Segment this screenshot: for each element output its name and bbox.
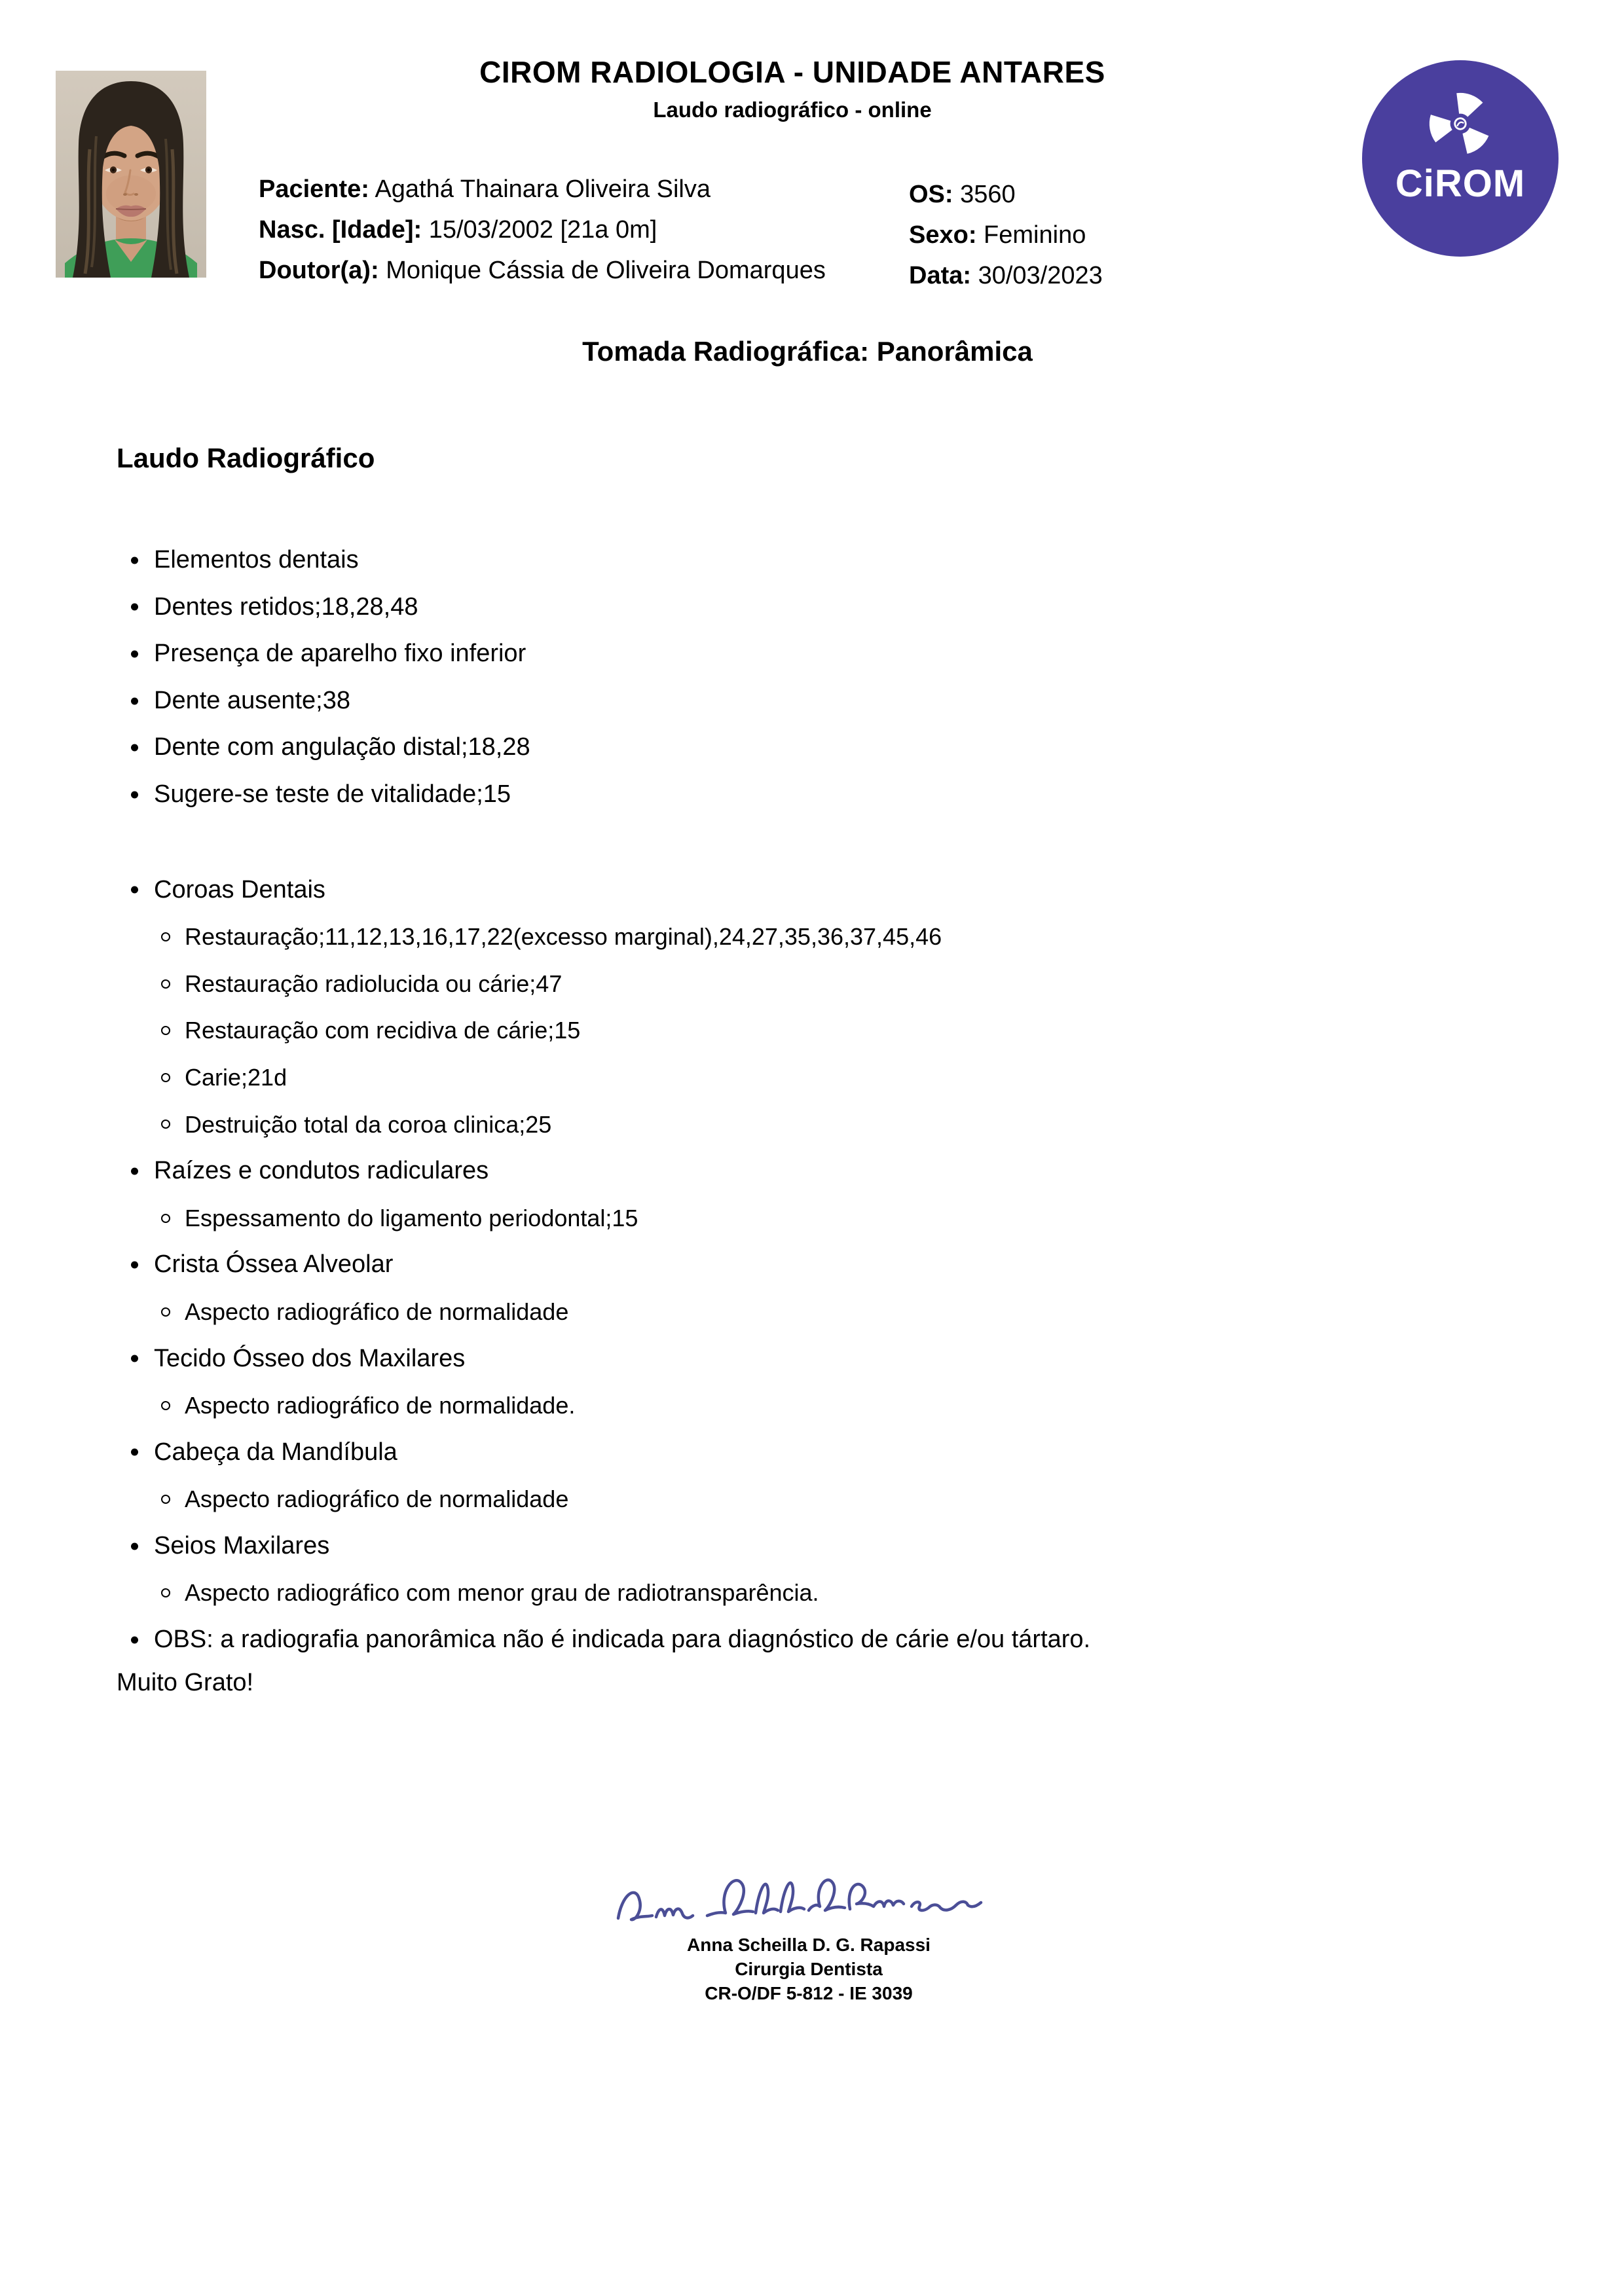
patient-birth-row [259, 210, 826, 250]
finding-item: Seios Maxilares [0, 1523, 1624, 1570]
finding-item: Dente ausente;38 [0, 678, 1624, 725]
finding-subitem: Carie;21d [0, 1054, 1624, 1101]
findings-list [0, 537, 1624, 1664]
signer-registry: CR-O/DF 5-812 - IE 3039 [705, 1983, 913, 2003]
finding-item: Cabeça da Mandíbula [0, 1429, 1624, 1476]
finding-item: Sugere-se teste de vitalidade;15 [0, 771, 1624, 818]
order-info [909, 174, 1103, 296]
clinic-logo [1362, 60, 1559, 257]
patient-info [259, 169, 826, 291]
patient-name-value: Agathá Thainara Oliveira Silva [375, 175, 711, 203]
order-sex-label: Sexo: [909, 221, 977, 249]
finding-subitem: Destruição total da coroa clinica;25 [0, 1101, 1624, 1148]
finding-item: Dente com angulação distal;18,28 [0, 724, 1624, 771]
order-date-value: 30/03/2023 [978, 262, 1103, 289]
finding-item: Tecido Ósseo dos Maxilares [0, 1336, 1624, 1383]
finding-subitem: Restauração;11,12,13,16,17,22(excesso marginal),24,27,35,36,37,45,46 [0, 913, 1624, 960]
finding-item: Presença de aparelho fixo inferior [0, 630, 1624, 678]
exam-title: Tomada Radiográfica: Panorâmica [582, 336, 1033, 367]
signature-image [609, 1861, 989, 1942]
order-date-label: Data: [909, 262, 972, 289]
patient-name-label: Paciente: [259, 175, 369, 203]
radiation-trefoil-icon [1422, 85, 1499, 162]
clinic-header [20, 55, 1565, 123]
signer-name: Anna Scheilla D. G. Rapassi [687, 1935, 931, 1955]
finding-item: Coroas Dentais [0, 867, 1624, 914]
finding-subitem: Espessamento do ligamento periodontal;15 [0, 1195, 1624, 1242]
patient-doctor-row [259, 250, 826, 291]
patient-birth-label: Nasc. [Idade]: [259, 216, 422, 244]
logo-wordmark: CiROM [1395, 162, 1526, 205]
signature-block [612, 1933, 1005, 2005]
finding-item: Dentes retidos;18,28,48 [0, 584, 1624, 631]
order-sex-row [909, 215, 1103, 255]
order-sex-value: Feminino [984, 221, 1086, 249]
finding-subitem: Aspecto radiográfico de normalidade [0, 1288, 1624, 1336]
patient-birth-value: 15/03/2002 [21a 0m] [428, 216, 657, 244]
signer-title: Cirurgia Dentista [735, 1959, 883, 1979]
finding-subitem: Aspecto radiográfico com menor grau de radiotransparência. [0, 1569, 1624, 1616]
order-os-label: OS: [909, 181, 953, 208]
clinic-subtitle: Laudo radiográfico - online [653, 98, 932, 122]
finding-subitem: Aspecto radiográfico de normalidade. [0, 1382, 1624, 1429]
patient-doctor-value: Monique Cássia de Oliveira Domarques [386, 257, 826, 284]
order-os-row [909, 174, 1103, 215]
order-os-value: 3560 [960, 181, 1016, 208]
clinic-name: CIROM RADIOLOGIA - UNIDADE ANTARES [479, 55, 1105, 89]
finding-subitem: Restauração radiolucida ou cárie;47 [0, 960, 1624, 1008]
finding-item: Raízes e condutos radiculares [0, 1148, 1624, 1195]
patient-doctor-label: Doutor(a): [259, 257, 379, 284]
patient-name-row [259, 169, 826, 210]
finding-item: Crista Óssea Alveolar [0, 1241, 1624, 1288]
closing-note: Muito Grato! [117, 1669, 254, 1696]
report-heading: Laudo Radiográfico [117, 443, 375, 473]
finding-subitem: Restauração com recidiva de cárie;15 [0, 1007, 1624, 1054]
finding-item: OBS: a radiografia panorâmica não é indicada para diagnóstico de cárie e/ou tártaro. [0, 1616, 1624, 1664]
finding-item: Elementos dentais [0, 537, 1624, 584]
order-date-row [909, 255, 1103, 296]
finding-subitem: Aspecto radiográfico de normalidade [0, 1476, 1624, 1523]
